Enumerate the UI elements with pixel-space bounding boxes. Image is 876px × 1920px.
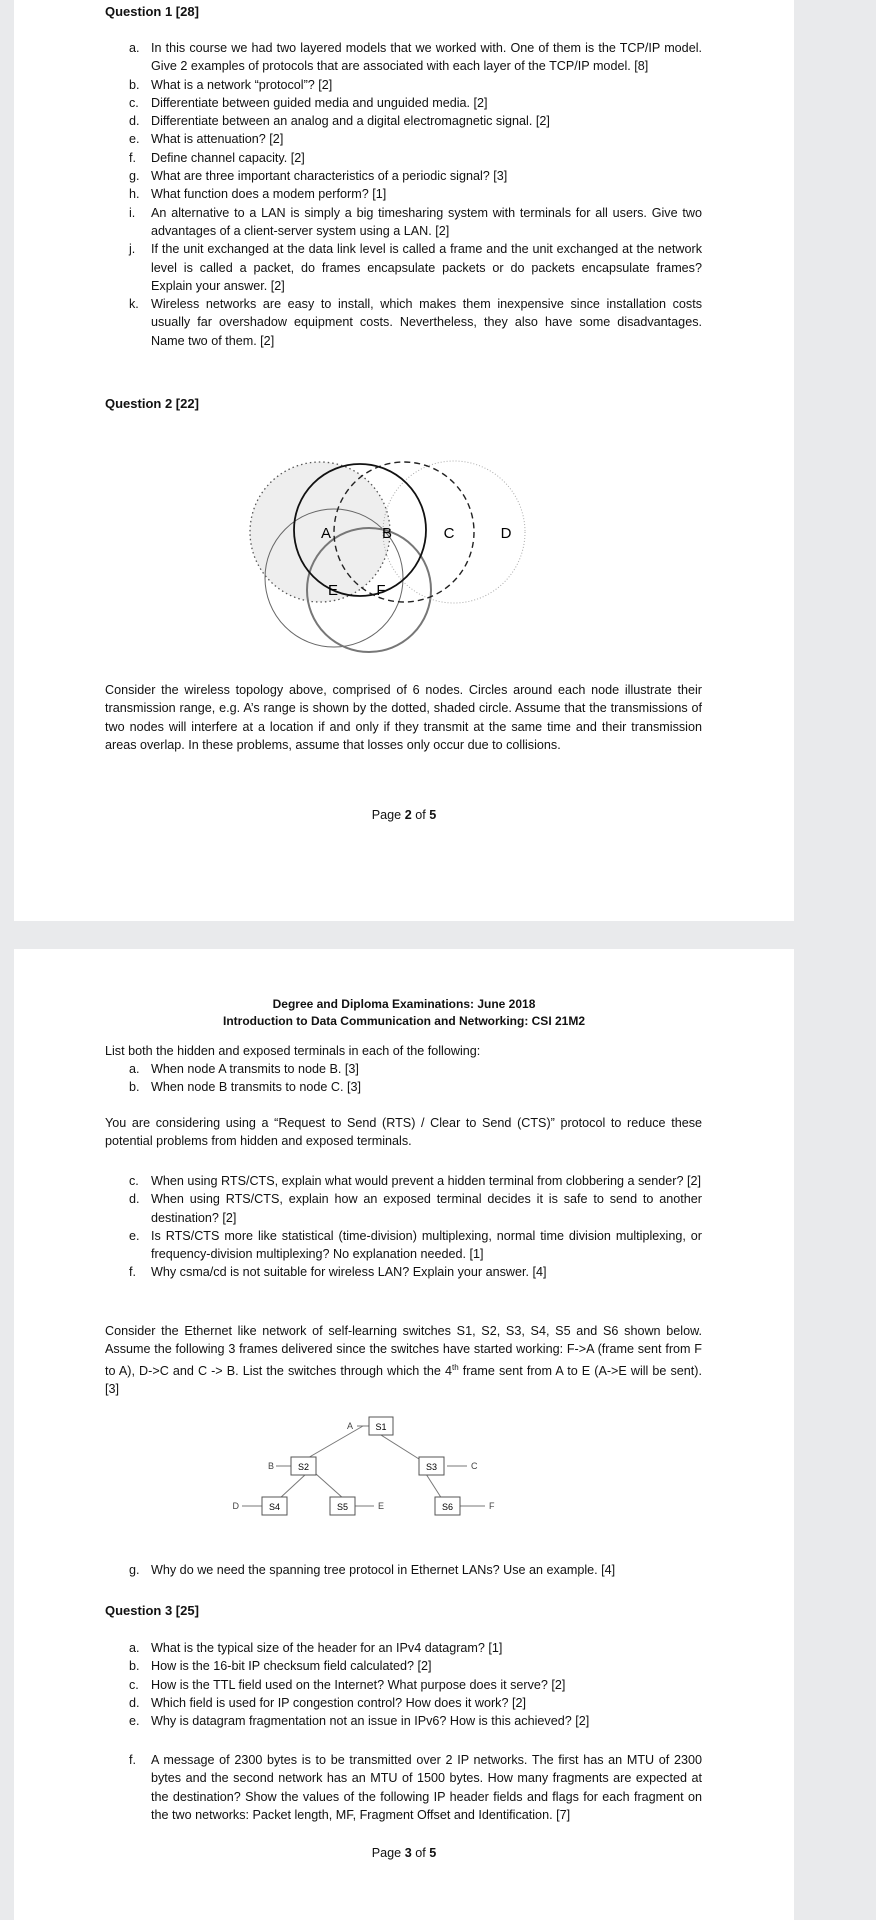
question-3-title: Question 3 [25]	[105, 1603, 199, 1618]
switch-s4	[262, 1497, 287, 1515]
q3-item: e. Why is datagram fragmentation not an issue in IPv6? How is this achieved? [2]	[129, 1714, 590, 1729]
node-label: F	[376, 582, 386, 599]
question-2-intro: Consider the wireless topology above, comprised of 6 nodes. Circles around each node illustrate their transmission range, e.g. A’s range is shown by the dotted, shaded circle. Assume that the transmissions of two nodes will interfere at a location if and only if they transmit at the same time and their transmission areas overlap. In these problems, assume that losses only occur due to collisions.	[105, 683, 702, 752]
switch-label: S4	[268, 1502, 281, 1512]
q1-item: d. Differentiate between an analog and a digital electromagnetic signal. [2]	[129, 114, 550, 129]
node-a	[321, 525, 331, 542]
question-1-list	[105, 39, 702, 350]
node-label: B	[381, 525, 393, 542]
node-label: D	[500, 525, 512, 542]
page-number: Page 3 of 5	[371, 1846, 437, 1860]
link-s2-s4	[279, 1474, 306, 1499]
link-s3-s6	[426, 1474, 442, 1499]
q3-item: c. How is the TTL field used on the Internet? What purpose does it serve? [2]	[129, 1677, 566, 1692]
list-item: c. When using RTS/CTS, explain what would prevent a hidden terminal from clobbering a sender? [2]	[129, 1174, 701, 1188]
q3-item: d. Which field is used for IP congestion control? How does it work? [2]	[129, 1695, 526, 1710]
q1-item: a. In this course we had two layered models that we worked with. One of them is the TCP/IP model. Give 2 examples of protocols that are associated with each layer of the TCP/IP model. [8]	[129, 41, 702, 74]
switch-label: S5	[336, 1502, 349, 1512]
host-b-label: B	[267, 1461, 274, 1471]
question-3-list	[105, 1639, 702, 1730]
list-item: b. When node B transmits to node C. [3]	[129, 1080, 362, 1095]
switch-label: S2	[297, 1462, 310, 1472]
host-f-label: F	[489, 1501, 495, 1511]
node-f	[376, 582, 385, 599]
q3-item: b. How is the 16-bit IP checksum field calculated? [2]	[129, 1659, 432, 1674]
link-s1-s3	[381, 1435, 419, 1459]
question-2-title: Question 2 [22]	[105, 396, 199, 411]
switch-s2	[291, 1457, 316, 1475]
page-number: Page 2 of 5	[371, 808, 437, 822]
q1-item: i. An alternative to a LAN is simply a big timesharing system with terminals for all users. Give two advantages of a client-server system using a LAN. [2]	[129, 205, 702, 238]
q1-item: h. What function does a modem perform? [1]	[129, 187, 387, 202]
q1-item: e. What is attenuation? [2]	[129, 132, 284, 147]
q3-item: a. What is the typical size of the header for an IPv4 datagram? [1]	[129, 1641, 503, 1655]
exam-header-line-2: Introduction to Data Communication and Networking: CSI 21M2	[222, 1014, 585, 1028]
list-item: e. Is RTS/CTS more like statistical (time-division) multiplexing, normal time division multiplexing, or frequency-division multiplexing? No explanation needed. [1]	[129, 1228, 702, 1262]
switch-s1	[369, 1417, 393, 1435]
list-item: g. Why do we need the spanning tree protocol in Ethernet LANs? Use an example. [4]	[129, 1563, 616, 1577]
switch-s5	[330, 1497, 355, 1515]
node-label: A	[320, 525, 332, 542]
list-item: a. When node A transmits to node B. [3]	[129, 1062, 359, 1076]
q1-item: f. Define channel capacity. [2]	[129, 150, 305, 165]
rts-intro: You are considering using a “Request to Send (RTS) / Clear to Send (CTS)” protocol to reduce these potential problems from hidden and exposed terminals.	[105, 1116, 702, 1149]
exam-page-3	[14, 949, 794, 1920]
spanning-tree-item	[105, 1561, 702, 1579]
q1-item: g. What are three important characteristics of a periodic signal? [3]	[129, 169, 508, 184]
host-c-label: C	[471, 1461, 478, 1471]
list-item: d. When using RTS/CTS, explain how an exposed terminal decides it is safe to send to another destination? [2]	[129, 1192, 702, 1225]
exam-header-line-1: Degree and Diploma Examinations: June 2018	[272, 997, 536, 1011]
switch-label: S1	[375, 1422, 387, 1432]
q1-item: k. Wireless networks are easy to install, which makes them inexpensive since installation costs usually far overshadow equipment costs. Nevertheless, they also have some disadvantages. Name two of them. [2]	[129, 297, 702, 348]
q3-item: f. A message of 2300 bytes is to be transmitted over 2 IP networks. The first has an MTU of 2300 bytes and the second network has an MTU of 1500 bytes. How many fragments are expected at the destination? Show the values of the following IP header fields and flags for each fragment on the two networks: Packet length, MF, Fragment Offset and Identification. [7]	[129, 1753, 702, 1822]
switch-network-figure	[232, 1409, 619, 1519]
node-c	[444, 525, 455, 542]
wireless-topology-figure	[236, 448, 596, 668]
q1-item: c. Differentiate between guided media and unguided media. [2]	[129, 95, 488, 110]
list-intro: List both the hidden and exposed terminals in each of the following:	[105, 1044, 481, 1058]
list-item: f. Why csma/cd is not suitable for wireless LAN? Explain your answer. [4]	[129, 1265, 547, 1280]
switch-label: S3	[425, 1462, 438, 1472]
q1-item: b. What is a network “protocol”? [2]	[129, 77, 333, 92]
host-e-label: E	[378, 1501, 385, 1511]
question-1-title: Question 1 [28]	[105, 4, 199, 19]
host-a-label: A	[346, 1421, 353, 1431]
ethernet-intro: Consider the Ethernet like network of self-learning switches S1, S2, S3, S4, S5 and S6 shown below. Assume the following 3 frames delivered since the switches have started working: F->A (frame sent from F to A), D->C and C -> B. List the switches through which the 4th frame sent from A to E (A->E will be sent). [3]	[105, 1324, 703, 1397]
rts-list	[105, 1172, 702, 1282]
question-3-f	[105, 1751, 702, 1824]
switch-s3	[419, 1457, 444, 1475]
node-label: E	[327, 582, 339, 599]
exam-page-2	[14, 0, 794, 921]
node-e	[328, 582, 338, 599]
node-b	[382, 525, 392, 542]
node-d	[501, 525, 512, 542]
node-label: C	[443, 525, 455, 542]
q1-item: j. If the unit exchanged at the data link level is called a frame and the unit exchanged at the network level is called a packet, do frames encapsulate packets or do packets encapsulate frames? Explain your answer. [2]	[129, 242, 702, 293]
switch-label: S6	[441, 1502, 454, 1512]
exam-header	[14, 996, 794, 1030]
switch-s6	[435, 1497, 460, 1515]
link-s2-s5	[316, 1474, 344, 1499]
hidden-exposed-list	[105, 1060, 702, 1097]
host-d-label: D	[232, 1501, 239, 1511]
link-s1-s2	[306, 1426, 363, 1459]
